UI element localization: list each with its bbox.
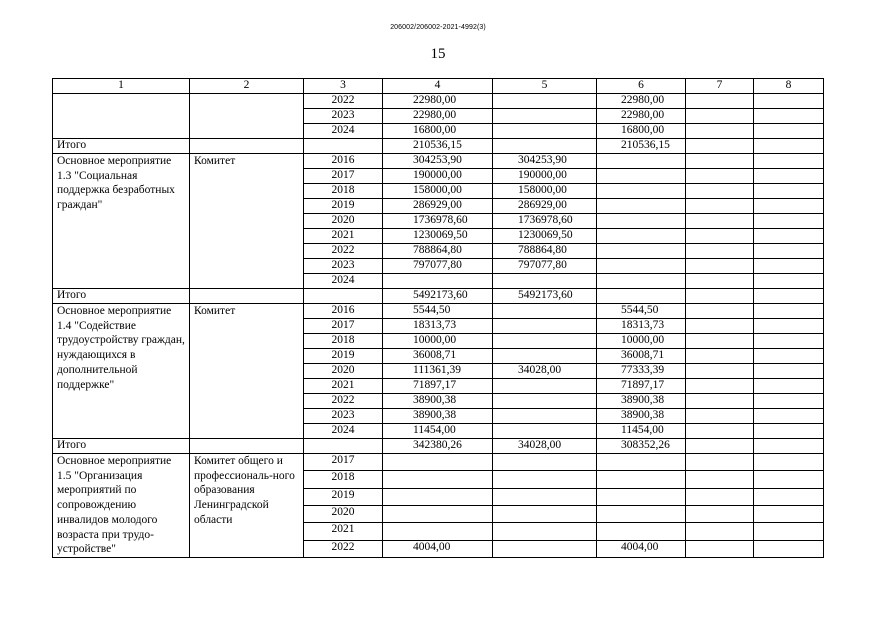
total-amount-cell: 5544,50 bbox=[383, 304, 493, 319]
total-amount-cell bbox=[383, 454, 493, 471]
federal-amount-cell bbox=[493, 488, 597, 505]
empty-cell-col7 bbox=[686, 109, 754, 124]
empty-cell-col3 bbox=[304, 289, 383, 304]
federal-amount-cell bbox=[493, 349, 597, 364]
year-cell: 2018 bbox=[304, 184, 383, 199]
empty-cell-col8 bbox=[754, 454, 824, 471]
empty-cell-col7 bbox=[686, 364, 754, 379]
empty-cell-col8 bbox=[754, 214, 824, 229]
federal-amount-cell bbox=[493, 304, 597, 319]
empty-cell-col7 bbox=[686, 349, 754, 364]
empty-cell-col8 bbox=[754, 109, 824, 124]
year-cell: 2024 bbox=[304, 124, 383, 139]
year-cell: 2018 bbox=[304, 471, 383, 488]
year-cell: 2016 bbox=[304, 304, 383, 319]
regional-amount-cell bbox=[597, 505, 686, 522]
empty-cell-col2 bbox=[190, 139, 304, 154]
empty-cell-col8 bbox=[754, 274, 824, 289]
year-cell: 2022 bbox=[304, 394, 383, 409]
empty-cell-col7 bbox=[686, 304, 754, 319]
empty-cell-col7 bbox=[686, 505, 754, 522]
federal-amount-cell: 1230069,50 bbox=[493, 229, 597, 244]
federal-amount-cell bbox=[493, 379, 597, 394]
empty-cell-col8 bbox=[754, 259, 824, 274]
total-amount-cell: 210536,15 bbox=[383, 139, 493, 154]
empty-cell-col7 bbox=[686, 334, 754, 349]
empty-cell-col8 bbox=[754, 289, 824, 304]
empty-cell-col7 bbox=[686, 409, 754, 424]
year-cell: 2019 bbox=[304, 488, 383, 505]
federal-amount-cell: 34028,00 bbox=[493, 439, 597, 454]
regional-amount-cell bbox=[597, 244, 686, 259]
year-cell: 2020 bbox=[304, 505, 383, 522]
total-amount-cell bbox=[383, 505, 493, 522]
regional-amount-cell: 18313,73 bbox=[597, 319, 686, 334]
empty-cell-col7 bbox=[686, 139, 754, 154]
federal-amount-cell bbox=[493, 139, 597, 154]
header-cell: 5 bbox=[493, 79, 597, 94]
regional-amount-cell: 71897,17 bbox=[597, 379, 686, 394]
table-row bbox=[53, 94, 824, 109]
total-amount-cell: 22980,00 bbox=[383, 94, 493, 109]
empty-cell-col8 bbox=[754, 364, 824, 379]
regional-amount-cell: 38900,38 bbox=[597, 409, 686, 424]
federal-amount-cell: 34028,00 bbox=[493, 364, 597, 379]
executor-cell: Комитет bbox=[190, 304, 304, 439]
empty-cell-col7 bbox=[686, 259, 754, 274]
header-cell: 7 bbox=[686, 79, 754, 94]
empty-cell-col8 bbox=[754, 505, 824, 522]
total-amount-cell: 22980,00 bbox=[383, 109, 493, 124]
federal-amount-cell bbox=[493, 523, 597, 540]
empty-cell-col7 bbox=[686, 169, 754, 184]
empty-cell-col7 bbox=[686, 289, 754, 304]
year-cell: 2017 bbox=[304, 169, 383, 184]
empty-cell-col7 bbox=[686, 488, 754, 505]
empty-cell-col8 bbox=[754, 439, 824, 454]
regional-amount-cell bbox=[597, 199, 686, 214]
regional-amount-cell bbox=[597, 523, 686, 540]
regional-amount-cell: 77333,39 bbox=[597, 364, 686, 379]
empty-cell-col8 bbox=[754, 94, 824, 109]
year-cell: 2023 bbox=[304, 409, 383, 424]
empty-cell-col7 bbox=[686, 199, 754, 214]
federal-amount-cell bbox=[493, 540, 597, 557]
federal-amount-cell: 788864,80 bbox=[493, 244, 597, 259]
total-amount-cell: 1230069,50 bbox=[383, 229, 493, 244]
empty-cell-col7 bbox=[686, 124, 754, 139]
total-row bbox=[53, 289, 824, 304]
regional-amount-cell: 4004,00 bbox=[597, 540, 686, 557]
federal-amount-cell bbox=[493, 394, 597, 409]
empty-cell-col2 bbox=[190, 289, 304, 304]
empty-cell-col7 bbox=[686, 454, 754, 471]
total-amount-cell: 38900,38 bbox=[383, 394, 493, 409]
total-amount-cell: 11454,00 bbox=[383, 424, 493, 439]
total-amount-cell: 111361,39 bbox=[383, 364, 493, 379]
year-cell: 2022 bbox=[304, 94, 383, 109]
federal-amount-cell bbox=[493, 109, 597, 124]
year-cell: 2023 bbox=[304, 109, 383, 124]
federal-amount-cell bbox=[493, 454, 597, 471]
total-label-cell: Итого bbox=[53, 439, 190, 454]
empty-cell-col8 bbox=[754, 471, 824, 488]
empty-cell-col7 bbox=[686, 94, 754, 109]
empty-cell-col7 bbox=[686, 319, 754, 334]
federal-amount-cell: 5492173,60 bbox=[493, 289, 597, 304]
empty-cell-col8 bbox=[754, 540, 824, 557]
regional-amount-cell bbox=[597, 488, 686, 505]
year-cell: 2018 bbox=[304, 334, 383, 349]
empty-cell-col3 bbox=[304, 139, 383, 154]
budget-table bbox=[52, 78, 824, 558]
year-cell: 2019 bbox=[304, 199, 383, 214]
empty-cell-col8 bbox=[754, 488, 824, 505]
federal-amount-cell bbox=[493, 505, 597, 522]
total-label-cell: Итого bbox=[53, 289, 190, 304]
regional-amount-cell bbox=[597, 214, 686, 229]
regional-amount-cell bbox=[597, 274, 686, 289]
empty-cell-col7 bbox=[686, 523, 754, 540]
total-amount-cell: 4004,00 bbox=[383, 540, 493, 557]
year-cell: 2024 bbox=[304, 424, 383, 439]
regional-amount-cell: 36008,71 bbox=[597, 349, 686, 364]
regional-amount-cell: 22980,00 bbox=[597, 94, 686, 109]
empty-cell-col2 bbox=[190, 439, 304, 454]
header-row bbox=[53, 79, 824, 94]
empty-cell-col8 bbox=[754, 319, 824, 334]
header-cell: 8 bbox=[754, 79, 824, 94]
empty-cell-col7 bbox=[686, 540, 754, 557]
executor-cell: Комитет общего и профессиональ-ного образования Ленинградской области bbox=[190, 454, 304, 558]
total-label-cell: Итого bbox=[53, 139, 190, 154]
empty-cell-col8 bbox=[754, 424, 824, 439]
empty-cell-col7 bbox=[686, 439, 754, 454]
empty-cell-col8 bbox=[754, 184, 824, 199]
regional-amount-cell bbox=[597, 454, 686, 471]
year-cell: 2024 bbox=[304, 274, 383, 289]
table-row bbox=[53, 304, 824, 319]
header-cell: 6 bbox=[597, 79, 686, 94]
federal-amount-cell: 797077,80 bbox=[493, 259, 597, 274]
total-amount-cell: 71897,17 bbox=[383, 379, 493, 394]
federal-amount-cell bbox=[493, 334, 597, 349]
empty-cell-col8 bbox=[754, 409, 824, 424]
year-cell: 2020 bbox=[304, 214, 383, 229]
regional-amount-cell bbox=[597, 169, 686, 184]
federal-amount-cell: 158000,00 bbox=[493, 184, 597, 199]
table-row bbox=[53, 454, 824, 471]
federal-amount-cell bbox=[493, 94, 597, 109]
year-cell: 2020 bbox=[304, 364, 383, 379]
total-amount-cell: 286929,00 bbox=[383, 199, 493, 214]
total-amount-cell: 342380,26 bbox=[383, 439, 493, 454]
header-cell: 3 bbox=[304, 79, 383, 94]
total-row bbox=[53, 439, 824, 454]
year-cell: 2022 bbox=[304, 244, 383, 259]
year-cell: 2023 bbox=[304, 259, 383, 274]
empty-cell-col8 bbox=[754, 199, 824, 214]
total-amount-cell bbox=[383, 274, 493, 289]
measure-name-cell: Основное мероприятие 1.4 "Содействие трудоустройству граждан, нуждающихся в дополнительной поддержке" bbox=[53, 304, 190, 439]
federal-amount-cell bbox=[493, 409, 597, 424]
regional-amount-cell bbox=[597, 289, 686, 304]
regional-amount-cell: 16800,00 bbox=[597, 124, 686, 139]
year-cell: 2019 bbox=[304, 349, 383, 364]
measure-name-cell bbox=[53, 94, 190, 139]
empty-cell-col7 bbox=[686, 244, 754, 259]
regional-amount-cell bbox=[597, 184, 686, 199]
document-id: 206002/206002-2021-4992(3) bbox=[390, 24, 486, 31]
empty-cell-col7 bbox=[686, 214, 754, 229]
total-amount-cell bbox=[383, 523, 493, 540]
empty-cell-col7 bbox=[686, 274, 754, 289]
header-cell: 2 bbox=[190, 79, 304, 94]
executor-cell: Комитет bbox=[190, 154, 304, 289]
empty-cell-col7 bbox=[686, 184, 754, 199]
regional-amount-cell bbox=[597, 154, 686, 169]
total-amount-cell: 1736978,60 bbox=[383, 214, 493, 229]
header-cell: 1 bbox=[53, 79, 190, 94]
regional-amount-cell: 11454,00 bbox=[597, 424, 686, 439]
total-amount-cell: 10000,00 bbox=[383, 334, 493, 349]
year-cell: 2017 bbox=[304, 319, 383, 334]
total-amount-cell: 5492173,60 bbox=[383, 289, 493, 304]
empty-cell-col8 bbox=[754, 349, 824, 364]
measure-name-cell: Основное мероприятие 1.3 "Социальная поддержка безработных граждан" bbox=[53, 154, 190, 289]
empty-cell-col7 bbox=[686, 471, 754, 488]
total-amount-cell: 797077,80 bbox=[383, 259, 493, 274]
federal-amount-cell: 304253,90 bbox=[493, 154, 597, 169]
empty-cell-col8 bbox=[754, 244, 824, 259]
empty-cell-col7 bbox=[686, 379, 754, 394]
executor-cell bbox=[190, 94, 304, 139]
total-amount-cell: 38900,38 bbox=[383, 409, 493, 424]
empty-cell-col7 bbox=[686, 229, 754, 244]
federal-amount-cell: 190000,00 bbox=[493, 169, 597, 184]
empty-cell-col8 bbox=[754, 169, 824, 184]
total-amount-cell: 190000,00 bbox=[383, 169, 493, 184]
regional-amount-cell bbox=[597, 229, 686, 244]
empty-cell-col7 bbox=[686, 394, 754, 409]
federal-amount-cell bbox=[493, 471, 597, 488]
empty-cell-col8 bbox=[754, 523, 824, 540]
empty-cell-col7 bbox=[686, 424, 754, 439]
empty-cell-col8 bbox=[754, 229, 824, 244]
regional-amount-cell: 38900,38 bbox=[597, 394, 686, 409]
total-amount-cell: 16800,00 bbox=[383, 124, 493, 139]
regional-amount-cell bbox=[597, 259, 686, 274]
empty-cell-col8 bbox=[754, 139, 824, 154]
federal-amount-cell bbox=[493, 424, 597, 439]
header-cell: 4 bbox=[383, 79, 493, 94]
year-cell: 2017 bbox=[304, 454, 383, 471]
regional-amount-cell: 308352,26 bbox=[597, 439, 686, 454]
page-number: 15 bbox=[430, 46, 446, 62]
federal-amount-cell bbox=[493, 319, 597, 334]
federal-amount-cell: 286929,00 bbox=[493, 199, 597, 214]
year-cell: 2021 bbox=[304, 379, 383, 394]
total-row bbox=[53, 139, 824, 154]
regional-amount-cell: 22980,00 bbox=[597, 109, 686, 124]
total-amount-cell bbox=[383, 471, 493, 488]
year-cell: 2021 bbox=[304, 229, 383, 244]
table-body bbox=[53, 79, 824, 558]
total-amount-cell: 788864,80 bbox=[383, 244, 493, 259]
federal-amount-cell bbox=[493, 274, 597, 289]
year-cell: 2021 bbox=[304, 523, 383, 540]
year-cell: 2016 bbox=[304, 154, 383, 169]
total-amount-cell: 18313,73 bbox=[383, 319, 493, 334]
regional-amount-cell: 210536,15 bbox=[597, 139, 686, 154]
empty-cell-col8 bbox=[754, 304, 824, 319]
empty-cell-col8 bbox=[754, 334, 824, 349]
empty-cell-col8 bbox=[754, 124, 824, 139]
empty-cell-col3 bbox=[304, 439, 383, 454]
federal-amount-cell bbox=[493, 124, 597, 139]
federal-amount-cell: 1736978,60 bbox=[493, 214, 597, 229]
regional-amount-cell bbox=[597, 471, 686, 488]
empty-cell-col8 bbox=[754, 379, 824, 394]
empty-cell-col8 bbox=[754, 154, 824, 169]
total-amount-cell: 158000,00 bbox=[383, 184, 493, 199]
regional-amount-cell: 5544,50 bbox=[597, 304, 686, 319]
total-amount-cell: 36008,71 bbox=[383, 349, 493, 364]
empty-cell-col7 bbox=[686, 154, 754, 169]
total-amount-cell bbox=[383, 488, 493, 505]
measure-name-cell: Основное мероприятие 1.5 "Организация мероприятий по сопровождению инвалидов молодого возраста при трудо-устройстве" bbox=[53, 454, 190, 558]
regional-amount-cell: 10000,00 bbox=[597, 334, 686, 349]
total-amount-cell: 304253,90 bbox=[383, 154, 493, 169]
empty-cell-col8 bbox=[754, 394, 824, 409]
year-cell: 2022 bbox=[304, 540, 383, 557]
table-row bbox=[53, 154, 824, 169]
